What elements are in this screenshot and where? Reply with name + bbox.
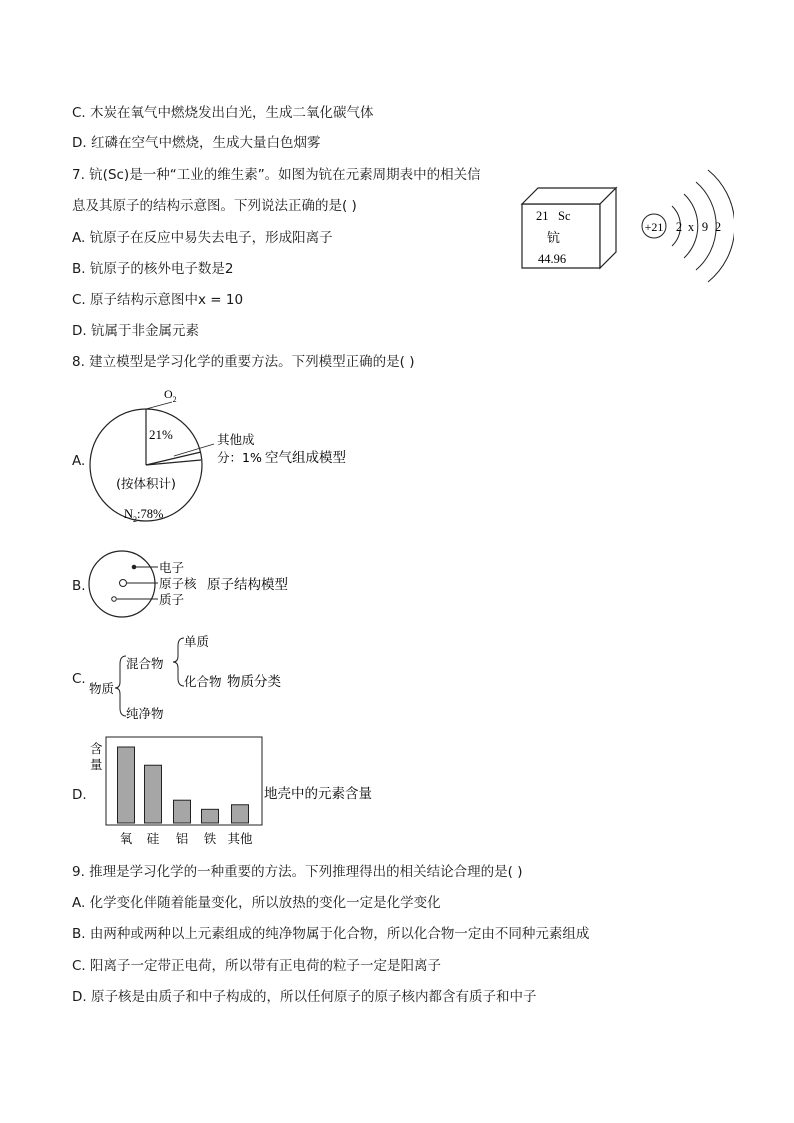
class-compound-label: 化合物 bbox=[184, 674, 222, 689]
atom-shell-1: 2 bbox=[675, 220, 683, 234]
q9-stem: 9. 推理是学习化学的一种重要的方法。下列推理得出的相关结论合理的是( ) bbox=[72, 864, 523, 880]
pie-o2-label: O bbox=[164, 387, 173, 401]
chart-ylabel-2: 量 bbox=[90, 757, 103, 772]
pie-other-label-2: 分：1% bbox=[217, 450, 262, 465]
svg-text:O2 bbox=[164, 387, 177, 404]
pie-o2-percent: 21% bbox=[149, 427, 173, 442]
q9-option-a: A. 化学变化伴随着能量变化，所以放热的变化一定是化学变化 bbox=[72, 895, 441, 911]
atom-shell-2: x bbox=[687, 220, 695, 234]
class-pure-label: 纯净物 bbox=[126, 706, 164, 721]
atom-model-caption: 原子结构模型 bbox=[207, 577, 288, 593]
class-caption: 物质分类 bbox=[227, 674, 281, 690]
element-cell-figure bbox=[518, 182, 628, 272]
element-symbol: Sc bbox=[558, 209, 571, 223]
q8-stem: 8. 建立模型是学习化学的重要方法。下列模型正确的是( ) bbox=[72, 354, 415, 370]
class-mixture-label: 混合物 bbox=[126, 656, 164, 671]
q7-option-d: D. 钪属于非金属元素 bbox=[72, 323, 199, 339]
q8-option-d-letter: D. bbox=[72, 787, 87, 803]
atom-nucleus-charge: +21 bbox=[644, 220, 664, 234]
pie-volume-note: (按体积计) bbox=[116, 476, 176, 491]
x-tick-label-4: 其他 bbox=[227, 831, 253, 846]
element-mass: 44.96 bbox=[538, 252, 567, 266]
q8-option-b-letter: B. bbox=[72, 578, 86, 594]
element-atomic-number: 21 bbox=[536, 209, 549, 223]
q7-option-b: B. 钪原子的核外电子数是2 bbox=[72, 261, 234, 277]
bar-3 bbox=[202, 809, 219, 823]
q7-stem-line1: 7. 钪(Sc)是一种“工业的维生素”。如图为钪在元素周期表中的相关信 bbox=[72, 167, 481, 183]
pie-n2-subscript: 2 bbox=[133, 515, 138, 524]
matter-classification-figure bbox=[86, 628, 306, 728]
x-tick-label-3: 铁 bbox=[203, 831, 217, 846]
q9-option-d: D. 原子核是由质子和中子构成的，所以任何原子的原子核内都含有质子和中子 bbox=[72, 989, 537, 1005]
pie-o2-subscript: 2 bbox=[172, 395, 177, 404]
q7-option-a: A. 钪原子在反应中易失去电子，形成阳离子 bbox=[72, 230, 333, 246]
atom-model-electron-label: 电子 bbox=[159, 560, 185, 575]
q7-stem-line2: 息及其原子的结构示意图。下列说法正确的是( ) bbox=[72, 198, 357, 214]
q9-option-b: B. 由两种或两种以上元素组成的纯净物属于化合物，所以化合物一定由不同种元素组成 bbox=[72, 926, 590, 942]
q7-option-c: C. 原子结构示意图中x = 10 bbox=[72, 292, 244, 308]
air-composition-pie bbox=[86, 382, 366, 532]
bar-0 bbox=[118, 747, 135, 823]
class-root-label: 物质 bbox=[89, 681, 115, 696]
pie-caption: 空气组成模型 bbox=[265, 450, 346, 466]
atom-shell-4: 2 bbox=[714, 220, 722, 234]
pie-other-label-1: 其他成 bbox=[217, 432, 255, 447]
class-element-label: 单质 bbox=[184, 634, 210, 649]
element-name: 钪 bbox=[547, 231, 561, 246]
chart-ylabel-1: 含 bbox=[90, 741, 103, 756]
chart-caption: 地壳中的元素含量 bbox=[264, 786, 372, 802]
q8-option-a-letter: A. bbox=[72, 453, 86, 469]
pie-n2-label: N bbox=[124, 507, 134, 521]
x-tick-label-1: 硅 bbox=[146, 831, 160, 846]
bar-4 bbox=[232, 805, 249, 823]
x-tick-label-2: 铝 bbox=[175, 831, 189, 846]
atom-model-figure bbox=[86, 548, 316, 620]
atom-structure-figure bbox=[634, 160, 734, 292]
x-tick-label-0: 氧 bbox=[119, 831, 133, 846]
crust-element-bar-chart bbox=[86, 735, 386, 851]
bar-2 bbox=[174, 800, 191, 823]
bar-1 bbox=[145, 765, 162, 823]
pie-n2-percent: :78% bbox=[137, 507, 164, 521]
atom-model-proton-label: 质子 bbox=[159, 592, 185, 607]
q6-option-c: C. 木炭在氧气中燃烧发出白光，生成二氧化碳气体 bbox=[72, 105, 374, 121]
q9-option-c: C. 阳离子一定带正电荷，所以带有正电荷的粒子一定是阳离子 bbox=[72, 958, 442, 974]
q6-option-d: D. 红磷在空气中燃烧，生成大量白色烟雾 bbox=[72, 135, 321, 151]
atom-shell-3: 9 bbox=[701, 220, 709, 234]
q8-option-c-letter: C. bbox=[72, 671, 86, 687]
atom-model-nucleus-label: 原子核 bbox=[159, 576, 197, 591]
